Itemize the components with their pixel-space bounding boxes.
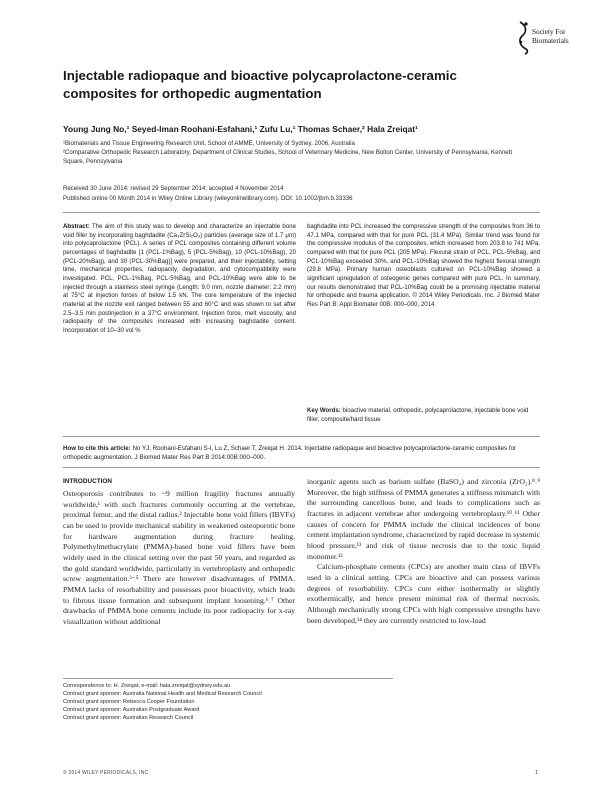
intro-paragraph-2-text: Calcium-phosphate cements (CPCs) are another main class of IBVFs used in a clinical setting. CPCs are bioactive and can possess various degrees of resorbability. CPCs cure either isothermally or slightly exothermically, and hence present minimal risk of thermal necrosis. Although mechanically strong CPCs with high compressive strengths have been developed,¹⁴ they are currently restricted to low-load	[307, 562, 540, 625]
intro-paragraph-1: inorganic agents such as barium sulfate (BaSO₄) and zirconia (ZrO₂).⁸˒⁹ Moreover, the high stiffness of PMMA generates a stiffness mismatch with the surrounding cancellous bone, and leads to complications such as fractures in adjacent vertebrae after undergoing vertebroplasty.¹⁰˒¹¹ Other causes of concern for PMMA include the clinical incidences of bone cement implantation syndrome, characterized by rapid decrease in systemic blood pressure,¹² and risk of tissue necrosis due to the toxic liquid monomer.¹³	[307, 477, 540, 561]
intro-paragraph-2	[307, 562, 540, 626]
introduction-heading: INTRODUCTION	[63, 478, 112, 485]
cite-text: No YJ, Roohani-Esfahani S-I, Lu Z, Schaer T, Zreiqat H. 2014. Injectable radiopaque and bioactive polycaprolactone-ceramic composites for orthopedic augmentation. J Biomed Mater Res Part B 2014:00B:000–000.	[63, 445, 517, 461]
divider-top	[63, 212, 540, 213]
correspondence-line: Correspondence to: H. Zreiqat; e-mail: hala.zreiqat@sydney.edu.au	[63, 683, 231, 689]
abstract-left-column	[63, 223, 296, 336]
keywords	[307, 407, 540, 424]
logo-line-2: Biomaterials	[532, 36, 569, 45]
page-number: 1	[535, 770, 538, 776]
abstract-right-column	[307, 223, 540, 310]
abstract-text-right: baghdadite into PCL increased the compressive strength of the composites from 36 to 47.1 MPa, compared with that for pure PCL (31.4 MPa). Similar trend was found for the compressive modulus of the composites, which increased from 203.8 to 741 MPa, compared with that for pure PCL (205 MPa). Flexural strain of PCL, PCL-5%Bag, and PCL-10%Bag exceeded 30%, and PCL-10%Bag showed the highest flexural strength (29.8 MPa). Primary human osteoblasts cultured on PCL-10%Bag showed a significant upregulation of osteogenic genes compared with pure PCL. In summary, our results demonstrated that PCL-10%Bag could be a promising injectable material for orthopedic and trauma application. © 2014 Wiley Periodicals, Inc. J Biomed Mater Res Part B: Appl Biomater 00B: 000–000, 2014.	[307, 223, 540, 308]
divider-cite-bottom	[63, 467, 540, 468]
correspondence-block	[63, 683, 393, 723]
author-list: Young Jung No,¹ Seyed-Iman Roohani-Esfahani,¹ Zufu Lu,¹ Thomas Schaer,² Hala Zreiqat¹	[63, 124, 418, 134]
logo-line-1: Society For	[532, 28, 566, 36]
grant-sponsor-4: Contract grant sponsor: Australian Research Council	[63, 714, 194, 721]
introduction-left-column: Osteoporosis contributes to ~9 million fragility fractures annually worldwide,¹ with such fractures commonly occurring at the vertebrae, proximal femur, and the distal radius.² Injectable bone void fillers (IBVFs) can be used to provide mechanical stability in weakened osteoporotic bone for hardware augmentation during fracture healing. Polymethylmethacrylate (PMMA)-based bone void fillers have been widely used in the clinical setting over the past 50 years, and regarded as the gold standard worldwide, particularly in vertebroplasty and orthopedic screw augmentation.³⁻⁵ There are however disadvantages of PMMA. PMMA lacks of resorbability and possesses poor bioactivity, which leads to fibrous tissue formation and subsequent implant loosening.⁶˒⁷ Other drawbacks of PMMA bone cements include its poor radiopacity for x-ray visualization without additional	[63, 489, 295, 626]
divider-cite-top	[63, 436, 540, 437]
abstract-text-left: The aim of this study was to develop and characterize an injectable bone void filler by incorporating baghdadite (Ca₃ZrSi₂O₉) particles (average size of 1.7 μm) into polycaprolactone (PCL). A series of PCL composites containing different volume percentages of baghdadite [1 (PCL-1%Bag), 5 (PCL-5%Bag), 10 (PCL-10%Bag), 20 (PCL-20%Bag), and 30 (PCL-30%Bag)] were prepared, and their injectability, setting time, mechanical properties, radiopacity, degradation, and cytocompatibility were investigated. PCL, PCL-1%Bag, PCL-5%Bag, and PCL-10%Bag were able to be injected through a stainless steel syringe (Length: 9.0 mm, nozzle diameter: 2.2 mm) at 75°C at injection forces of below 1.5 kN. The core temperature of the injected material at the nozzle exit ranged between 55 and 60°C and was shown to set after 2.5–3.5 min postinjection in a 37°C environment. Injection force, melt viscosity, and radiopacity of the composites increased with increasing baghdadite content. Incorporation of 10–30 vol %	[63, 223, 296, 334]
grant-sponsor-3: Contract grant sponsor: Australian Postgraduate Award	[63, 706, 200, 713]
footer-copyright: © 2014 WILEY PERIODICALS, INC.	[63, 770, 150, 776]
affiliation-2: ²Comparative Orthopedic Research Laboratory, Department of Clinical Studies, School of Veterinary Medicine, New Bolton Center, University of Pennsylvania, Kennett Square, Pennsylvania	[63, 149, 513, 165]
grant-sponsor-2: Contract grant sponsor: Rebecca Cooper Foundation	[63, 698, 195, 705]
received-dates: Received 30 June 2014; revised 29 September 2014; accepted 4 November 2014	[63, 185, 284, 192]
keywords-text: bioactive material, orthopedic, polycaprolactone, injectable bone void filler, composite/hard tissue	[307, 407, 529, 423]
introduction-right-column	[307, 477, 540, 626]
society-logo	[518, 18, 578, 58]
grant-sponsor-1: Contract grant sponsor: Australia National Health and Medical Research Council	[63, 690, 262, 697]
divider-correspondence	[63, 678, 393, 679]
cite-label: How to cite this article:	[63, 445, 131, 452]
article-title: Injectable radiopaque and bioactive polycaprolactone-ceramic composites for orthopedic augmentation	[63, 68, 457, 101]
society-for-biomaterials-logo-icon	[518, 20, 530, 56]
keywords-label: Key Words:	[307, 407, 341, 414]
abstract-label: Abstract:	[63, 223, 90, 230]
affiliation-1: ¹Biomaterials and Tissue Engineering Research Unit, School of AMME, University of Sydney, 2006, Australia	[63, 140, 355, 147]
citation-note	[63, 445, 540, 462]
published-online: Published online 00 Month 2014 in Wiley Online Library (wileyonlinelibrary.com). DOI: 10.1002/jbm.b.33336	[63, 195, 353, 202]
